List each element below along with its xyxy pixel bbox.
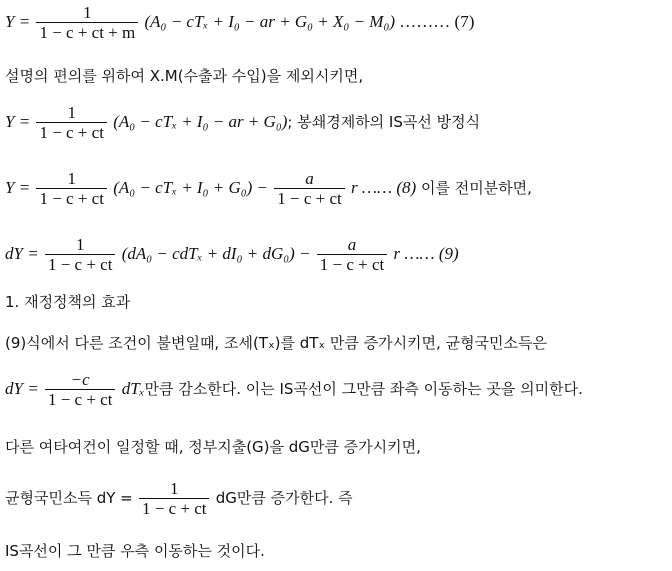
eq9-numerator: 1 [75, 235, 85, 254]
eq9-body-2: r …… (9) [393, 243, 459, 263]
equation-9 [5, 236, 459, 274]
eq-spend-denominator: 1 − c + ct [139, 498, 210, 518]
eq-closed-fraction [36, 104, 107, 142]
eq-spend-caption: dG만큼 증가한다. 즉 [215, 488, 353, 507]
eq7-numerator: 1 [83, 3, 92, 22]
eq7-fraction [36, 4, 138, 42]
paragraph-tax-increase: (9)식에서 다른 조건이 불변일때, 조세(Tₓ)를 dTₓ 만큼 증가시키면, 균형국민소득은 [5, 334, 548, 352]
eq8-body-2: r …… (8) [351, 177, 417, 197]
eq9-lhs: dY = [5, 243, 39, 263]
eq8-numerator-2: a [305, 169, 314, 188]
eq-closed-numerator: 1 [67, 103, 76, 122]
eq8-denominator-2: 1 − c + ct [274, 188, 345, 208]
eq-tax-numerator: −c [70, 370, 90, 389]
eq-closed-body: (A₀ − cTₓ + I₀ − ar + G₀) [113, 111, 288, 131]
eq-tax-lhs: dY = [5, 378, 39, 398]
eq-tax-caption: 만큼 감소한다. 이는 IS곡선이 그만큼 좌측 이동하는 곳을 의미한다. [144, 379, 583, 398]
eq8-lhs: Y = [5, 177, 31, 197]
eq-spend-numerator: 1 [169, 479, 179, 498]
equation-7 [5, 4, 474, 42]
eq7-lhs: Y = [5, 11, 31, 31]
eq7-body: (A₀ − cTₓ + I₀ − ar + G₀ + X₀ − M₀) [144, 11, 396, 31]
equation-tax-effect [5, 371, 583, 409]
eq-tax-body: dTₓ [121, 378, 145, 398]
eq8-fraction [36, 170, 107, 208]
eq8-body: (A₀ − cTₓ + I₀ + G₀) − [113, 177, 269, 197]
eq9-denominator: 1 − c + ct [45, 254, 116, 274]
eq9-fraction [45, 236, 116, 274]
eq8-denominator: 1 − c + ct [36, 188, 107, 208]
eq-closed-caption: ; 봉쇄경제하의 IS곡선 방정식 [287, 112, 481, 131]
paragraph-exclude-xm: 설명의 편의를 위하여 X.M(수출과 수입)을 제외시키면, [5, 67, 364, 85]
eq-spend-prefix: 균형국민소득 dY = [5, 488, 133, 507]
eq9-body: (dA₀ − cdTₓ + dI₀ + dG₀) − [121, 243, 311, 263]
eq-spend-fraction [139, 480, 210, 518]
eq-tax-denominator: 1 − c + ct [45, 389, 116, 409]
eq8-numerator: 1 [67, 169, 76, 188]
eq7-denominator: 1 − c + ct + m [36, 22, 138, 42]
eq8-fraction-2 [274, 170, 345, 208]
eq8-caption: 이를 전미분하면, [416, 178, 532, 197]
eq-closed-lhs: Y = [5, 111, 31, 131]
equation-spending-effect [5, 480, 353, 518]
equation-8 [5, 170, 532, 208]
section-heading-fiscal-policy: 1. 재정정책의 효과 [5, 293, 131, 311]
equation-closed-economy [5, 104, 480, 142]
eq9-denominator-2: 1 − c + ct [317, 254, 388, 274]
paragraph-government-spending: 다른 여타여건이 일정할 때, 정부지출(G)을 dG만큼 증가시키면, [5, 438, 421, 456]
eq9-numerator-2: a [347, 235, 357, 254]
eq9-fraction-2 [317, 236, 388, 274]
eq-tax-fraction [45, 371, 116, 409]
paragraph-is-shift-right: IS곡선이 그 만큼 우측 이동하는 것이다. [5, 542, 265, 560]
eq-closed-denominator: 1 − c + ct [36, 122, 107, 142]
eq7-tag: ……… (7) [399, 11, 475, 31]
